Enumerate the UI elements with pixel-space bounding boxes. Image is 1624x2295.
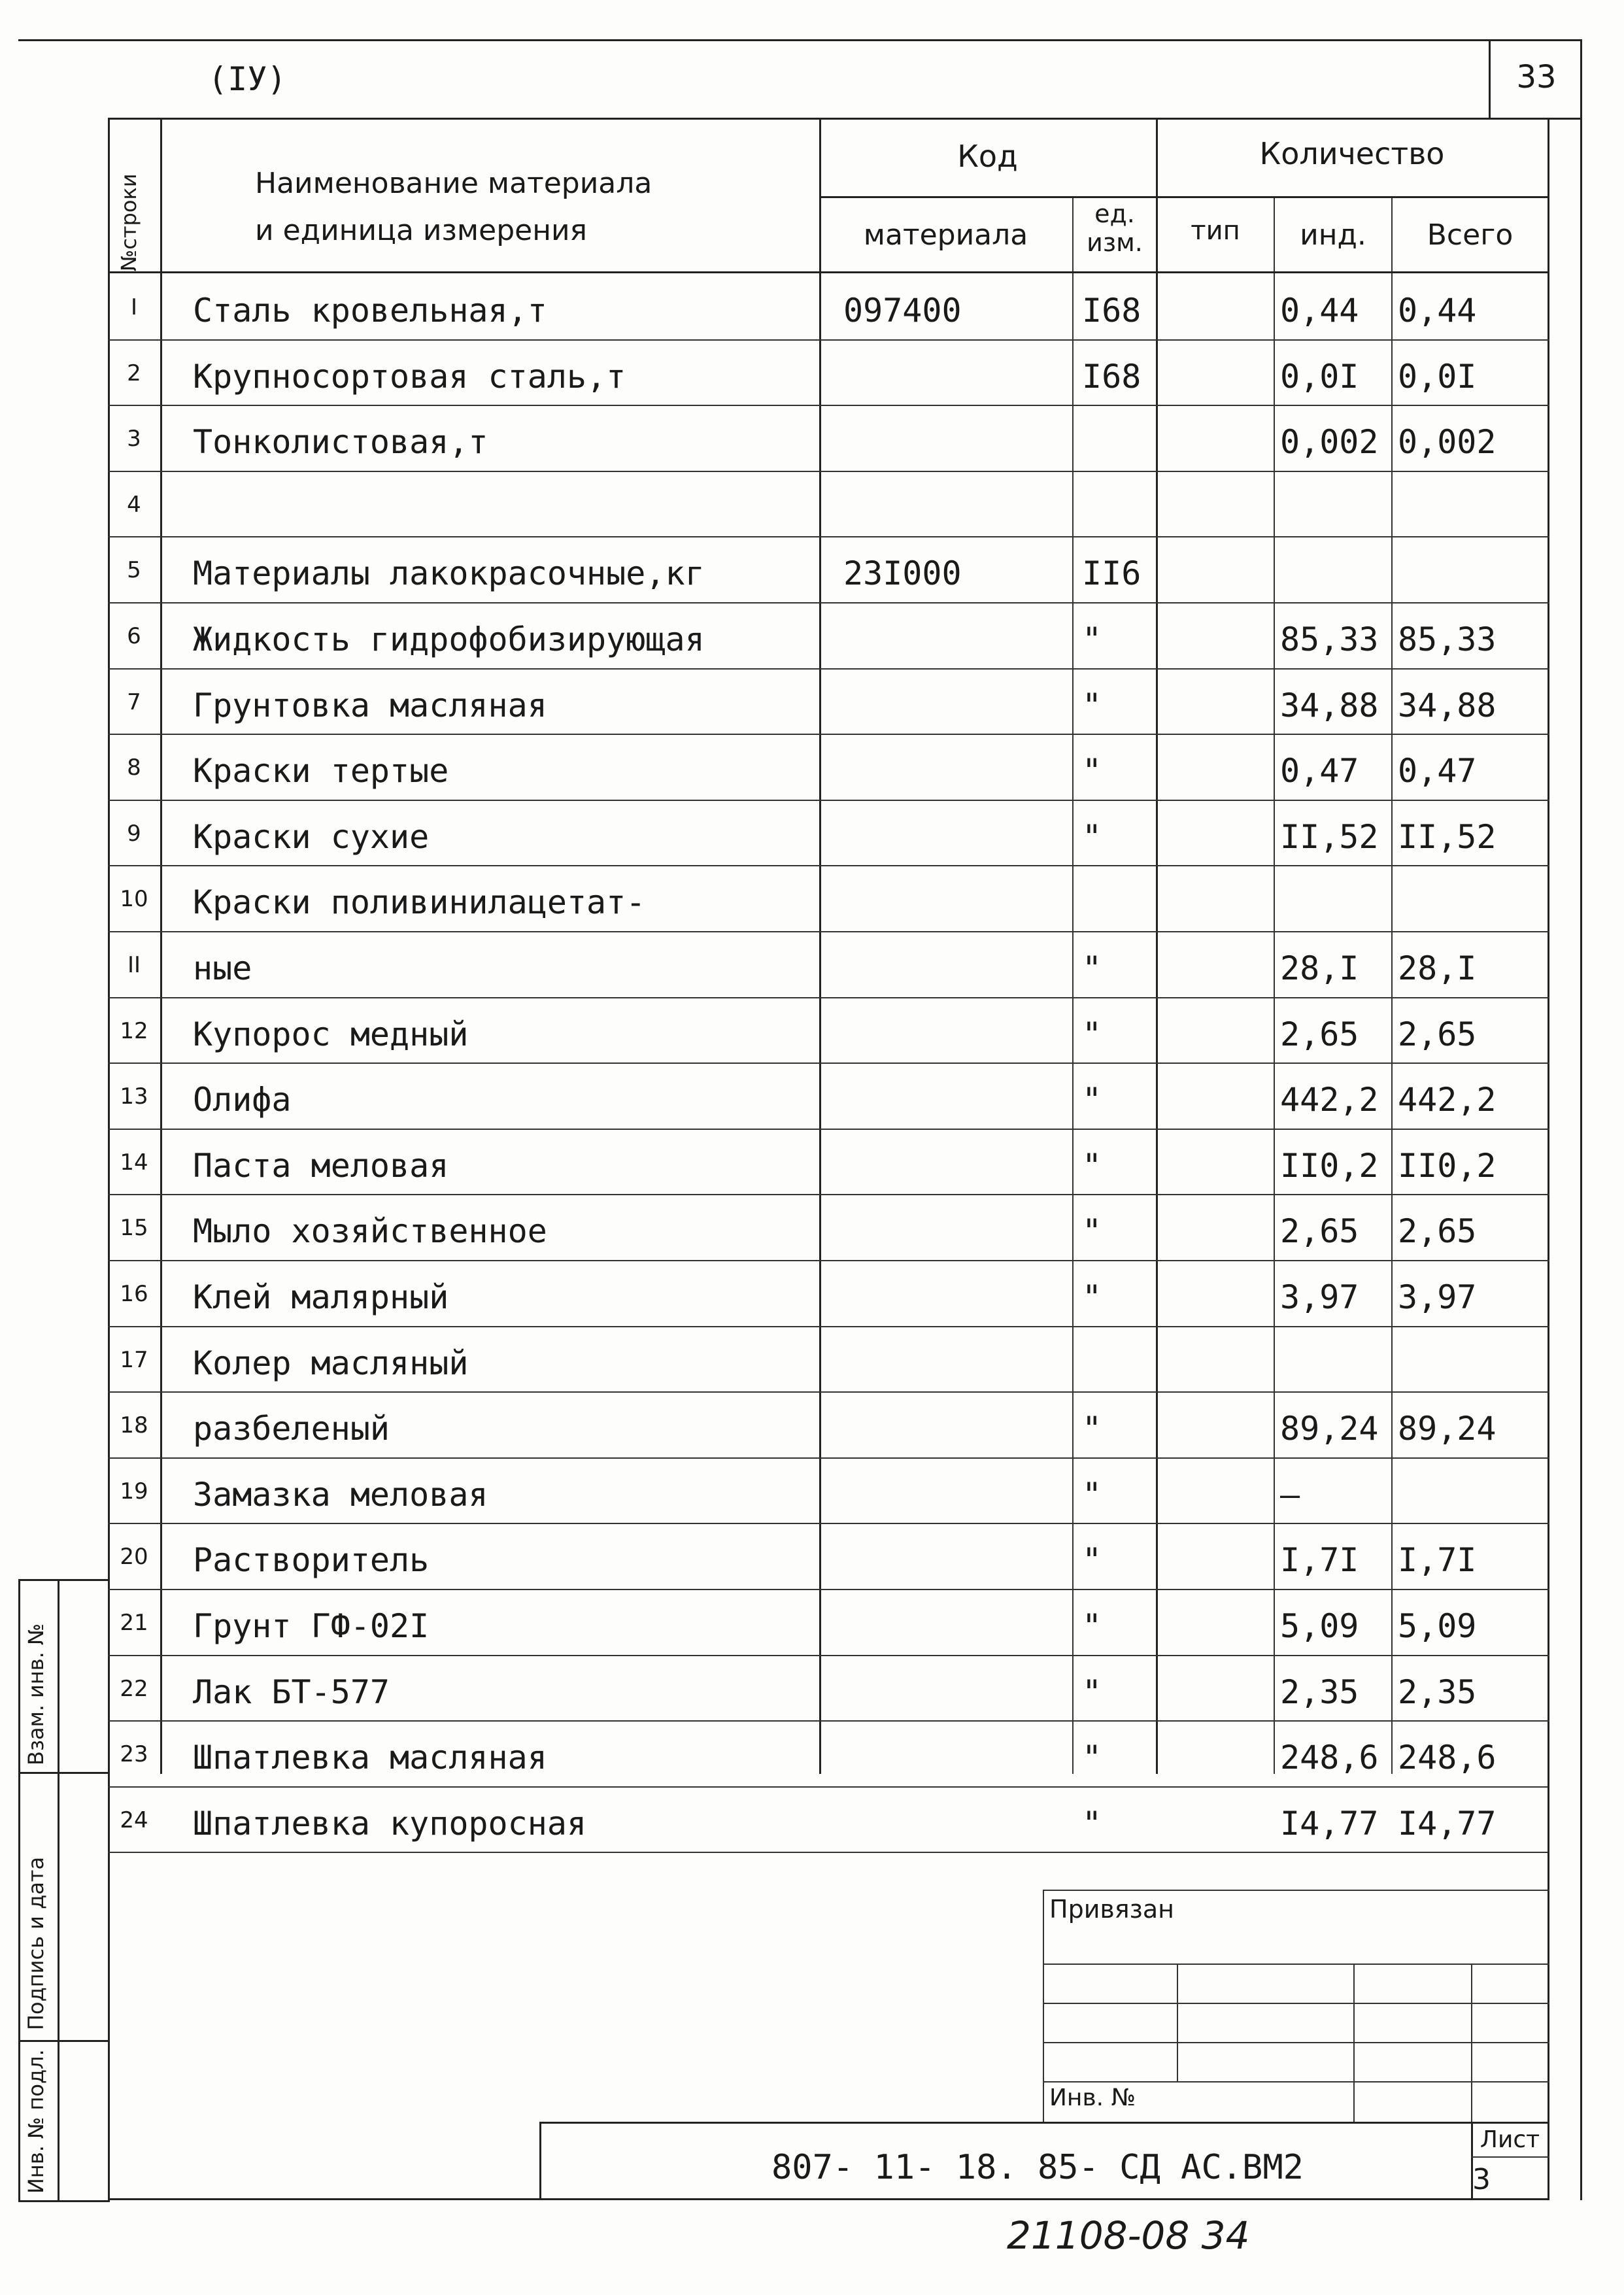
qty-ind: 0,44 xyxy=(1280,292,1359,330)
unit-code: " xyxy=(1082,1278,1102,1316)
header-name: Наименование материала и единица измерения xyxy=(255,167,652,247)
qty-total: 5,09 xyxy=(1398,1607,1477,1645)
unit-code: " xyxy=(1082,1212,1102,1250)
qty-total: 442,2 xyxy=(1398,1081,1497,1119)
row-number: 14 xyxy=(120,1149,148,1176)
stamp-grid-v1 xyxy=(1177,1964,1178,2081)
qty-total: I,7I xyxy=(1398,1541,1477,1579)
title-block-top xyxy=(539,2122,1549,2124)
col-sep-ind xyxy=(1391,196,1393,1774)
unit-code: " xyxy=(1082,1476,1102,1514)
material-name: разбеленый xyxy=(193,1410,390,1448)
qty-ind: 248,6 xyxy=(1280,1739,1379,1776)
qty-total: 85,33 xyxy=(1398,620,1497,658)
qty-ind: I,7I xyxy=(1280,1541,1359,1579)
unit-code: " xyxy=(1082,1805,1102,1843)
table-right xyxy=(1548,118,1549,1774)
row-divider xyxy=(108,405,1549,406)
qty-total: 0,47 xyxy=(1398,752,1477,790)
unit-code: " xyxy=(1082,1015,1102,1053)
unit-code: " xyxy=(1082,1607,1102,1645)
row-number: 21 xyxy=(120,1610,148,1636)
qty-ind: I4,77 xyxy=(1280,1805,1379,1843)
qty-ind: 2,35 xyxy=(1280,1673,1359,1711)
row-divider xyxy=(108,536,1549,537)
qty-ind: 28,I xyxy=(1280,949,1359,987)
qty-total: II0,2 xyxy=(1398,1147,1497,1185)
col-sep-type xyxy=(1274,196,1275,1774)
row-divider xyxy=(108,800,1549,801)
material-name: Купорос медный xyxy=(193,1015,469,1053)
bottom-number: 21108-08 34 xyxy=(1007,2213,1250,2258)
row-divider xyxy=(108,1786,1549,1788)
qty-ind: 0,002 xyxy=(1280,423,1379,461)
top-border xyxy=(18,39,1582,41)
page-number: 33 xyxy=(1516,59,1557,95)
privyazan-left xyxy=(1043,1890,1044,2122)
header-code-unit: ед. изм. xyxy=(1087,199,1143,257)
side-block-top xyxy=(18,1579,110,1581)
header-code-material: материала xyxy=(863,218,1028,252)
row-number: 24 xyxy=(120,1807,148,1833)
unit-code: " xyxy=(1082,818,1102,856)
header-code: Код xyxy=(957,139,1018,174)
list-sep-h xyxy=(1471,2156,1549,2158)
row-divider xyxy=(108,1457,1549,1459)
material-code: 23I000 xyxy=(843,554,962,592)
row-divider xyxy=(108,865,1549,866)
right-border xyxy=(1580,39,1582,2200)
material-name: Шпатлевка купоросная xyxy=(193,1805,587,1843)
material-name: Клей малярный xyxy=(193,1278,449,1316)
qty-ind: 3,97 xyxy=(1280,1278,1359,1316)
side-label-vzam: Взам. инв. № xyxy=(24,1623,48,1765)
qty-total: I4,77 xyxy=(1398,1805,1497,1843)
row-number: 13 xyxy=(120,1083,148,1110)
row-divider xyxy=(108,1720,1549,1722)
qty-ind: 0,47 xyxy=(1280,752,1359,790)
row-number: 17 xyxy=(120,1347,148,1373)
material-name: Крупносортовая сталь,т xyxy=(193,358,626,396)
qty-ind: 89,24 xyxy=(1280,1410,1379,1448)
material-name: Тонколистовая,т xyxy=(193,423,488,461)
unit-code: " xyxy=(1082,620,1102,658)
unit-code: I68 xyxy=(1082,358,1142,396)
qty-total: 0,0I xyxy=(1398,358,1477,396)
material-name: ные xyxy=(193,949,252,987)
document-code: 807- 11- 18. 85- СД АС.ВМ2 xyxy=(771,2148,1304,2187)
material-name: Олифа xyxy=(193,1081,292,1119)
unit-code: " xyxy=(1082,1147,1102,1185)
unit-code: " xyxy=(1082,1541,1102,1579)
material-name: Паста меловая xyxy=(193,1147,449,1185)
row-divider xyxy=(108,1523,1549,1524)
page-number-divider xyxy=(1489,39,1491,118)
row-number: 8 xyxy=(127,755,141,781)
qty-total: 28,I xyxy=(1398,949,1477,987)
frame-bottom xyxy=(108,2198,1549,2200)
qty-total: 0,002 xyxy=(1398,423,1497,461)
unit-code: " xyxy=(1082,687,1102,724)
material-name: Краски поливинилацетат- xyxy=(193,883,646,921)
qty-total: II,52 xyxy=(1398,818,1497,856)
row-number: 18 xyxy=(120,1412,148,1438)
unit-code: " xyxy=(1082,1673,1102,1711)
side-block-sep2 xyxy=(18,2040,110,2042)
unit-code: " xyxy=(1082,752,1102,790)
material-name: Грунт ГФ-02I xyxy=(193,1607,430,1645)
inv-no-label: Инв. № xyxy=(1049,2084,1136,2111)
row-number: 15 xyxy=(120,1215,148,1241)
row-number: 20 xyxy=(120,1544,148,1570)
material-name: Замазка меловая xyxy=(193,1476,488,1514)
material-name: Сталь кровельная,т xyxy=(193,292,547,330)
unit-code: " xyxy=(1082,1410,1102,1448)
row-number: 6 xyxy=(127,623,141,649)
list-label: Лист xyxy=(1480,2126,1540,2153)
row-divider xyxy=(108,1129,1549,1130)
qty-ind: 2,65 xyxy=(1280,1212,1359,1250)
qty-total: 0,44 xyxy=(1398,292,1477,330)
unit-code: " xyxy=(1082,949,1102,987)
header-row-no: №строки xyxy=(116,173,141,271)
qty-ind: II0,2 xyxy=(1280,1147,1379,1185)
side-block-bottom xyxy=(18,2200,110,2202)
side-label-podpis: Подпись и дата xyxy=(24,1856,48,2030)
row-number: 16 xyxy=(120,1281,148,1307)
stamp-grid-v2 xyxy=(1353,1964,1355,2122)
row-divider xyxy=(108,668,1549,670)
material-name: Жидкость гидрофобизирующая xyxy=(193,620,705,658)
row-number: II xyxy=(127,952,141,978)
qty-total: 2,65 xyxy=(1398,1015,1477,1053)
qty-ind: II,52 xyxy=(1280,818,1379,856)
row-divider xyxy=(108,1852,1549,1853)
row-number: 12 xyxy=(120,1018,148,1044)
table-top xyxy=(108,118,1549,120)
material-name: Грунтовка масляная xyxy=(193,687,547,724)
stamp-grid-h4 xyxy=(1043,2081,1549,2082)
material-name: Материалы лакокрасочные,кг xyxy=(193,554,705,592)
row-divider xyxy=(108,1326,1549,1327)
material-name: Колер масляный xyxy=(193,1344,469,1382)
material-name: Краски тертые xyxy=(193,752,449,790)
qty-ind: 2,65 xyxy=(1280,1015,1359,1053)
row-number: 9 xyxy=(127,821,141,847)
row-divider xyxy=(108,1062,1549,1064)
side-block-left xyxy=(18,1579,20,2200)
row-divider xyxy=(108,471,1549,472)
qty-ind: 0,0I xyxy=(1280,358,1359,396)
unit-code: II6 xyxy=(1082,554,1142,592)
col-sep-unit xyxy=(1072,196,1074,1774)
qty-total: 34,88 xyxy=(1398,687,1497,724)
row-divider xyxy=(108,1260,1549,1261)
row-number: 4 xyxy=(127,492,141,518)
qty-ind: 5,09 xyxy=(1280,1607,1359,1645)
stamp-grid-h2 xyxy=(1043,2003,1549,2004)
qty-total: 248,6 xyxy=(1398,1739,1497,1776)
unit-code: " xyxy=(1082,1081,1102,1119)
material-code: 097400 xyxy=(843,292,962,330)
qty-total: 89,24 xyxy=(1398,1410,1497,1448)
qty-ind: 442,2 xyxy=(1280,1081,1379,1119)
material-name: Лак БТ-577 xyxy=(193,1673,390,1711)
row-number: 19 xyxy=(120,1478,148,1504)
qty-ind: 85,33 xyxy=(1280,620,1379,658)
row-number: 2 xyxy=(127,360,141,386)
row-divider xyxy=(108,339,1549,341)
row-divider xyxy=(108,734,1549,735)
privyazan-label: Привязан xyxy=(1049,1895,1174,1924)
qty-total: 3,97 xyxy=(1398,1278,1477,1316)
header-qty-total: Всего xyxy=(1427,218,1514,252)
header-quantity: Количество xyxy=(1259,136,1445,171)
row-number: 3 xyxy=(127,426,141,452)
col-sep-rownum xyxy=(160,118,162,1774)
material-name: Шпатлевка масляная xyxy=(193,1739,547,1776)
row-divider xyxy=(108,1194,1549,1195)
header-qty-type: тип xyxy=(1191,216,1240,246)
row-number: 10 xyxy=(120,886,148,912)
stamp-grid-v3 xyxy=(1471,1964,1472,2122)
qty-total: 2,35 xyxy=(1398,1673,1477,1711)
material-name: Краски сухие xyxy=(193,818,430,856)
row-divider xyxy=(108,931,1549,932)
col-sep-code xyxy=(1156,118,1158,1774)
row-number: I xyxy=(130,294,138,320)
row-divider xyxy=(108,1589,1549,1590)
unit-code: I68 xyxy=(1082,292,1142,330)
header-qty-ind: инд. xyxy=(1300,218,1366,252)
col-sep-name xyxy=(819,118,821,1774)
material-name: Растворитель xyxy=(193,1541,430,1579)
header-mid-line xyxy=(819,196,1548,198)
row-number: 5 xyxy=(127,557,141,583)
header-bottom-line xyxy=(108,271,1549,273)
side-block-sep1 xyxy=(18,1772,110,1774)
row-divider xyxy=(108,997,1549,998)
qty-ind: 34,88 xyxy=(1280,687,1379,724)
row-number: 7 xyxy=(127,689,141,715)
side-block-inner xyxy=(58,1579,59,2200)
title-block-left xyxy=(539,2122,541,2200)
stamp-right xyxy=(1548,1774,1549,2200)
section-label: (IУ) xyxy=(208,60,287,98)
unit-code: " xyxy=(1082,1739,1102,1776)
row-number: 23 xyxy=(120,1741,148,1767)
row-divider xyxy=(108,1391,1549,1393)
row-number: 22 xyxy=(120,1676,148,1702)
side-label-inv-podl: Инв. № подл. xyxy=(24,2049,48,2194)
row-divider xyxy=(108,1655,1549,1656)
list-value: 3 xyxy=(1472,2163,1491,2196)
stamp-grid-h3 xyxy=(1043,2042,1549,2043)
qty-ind: – xyxy=(1280,1476,1300,1514)
stamp-grid-h1 xyxy=(1043,1964,1549,1965)
qty-total: 2,65 xyxy=(1398,1212,1477,1250)
privyazan-top xyxy=(1043,1890,1549,1891)
material-name: Мыло хозяйственное xyxy=(193,1212,547,1250)
row-divider xyxy=(108,602,1549,604)
